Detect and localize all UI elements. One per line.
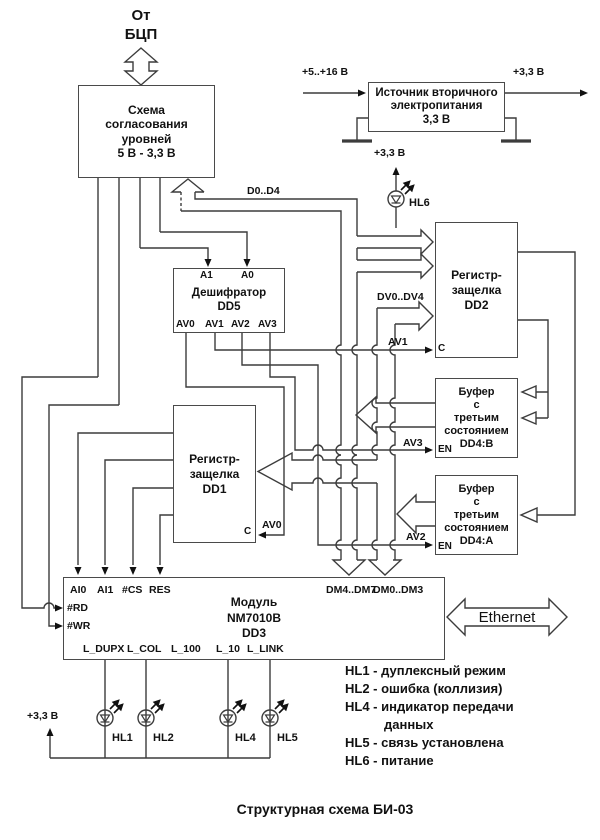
dd5-pin-av2: AV2 [231, 319, 250, 330]
dd3-pin-dm03: DM0..DM3 [373, 584, 424, 596]
hl2-label: HL2 [153, 732, 174, 744]
psu-output-label: +3,3 В [513, 66, 545, 78]
dd3-pin-l100: L_100 [171, 643, 201, 655]
dd3-pin-ai0: AI0 [70, 584, 87, 596]
dd5-pin-a1: A1 [200, 270, 213, 281]
dd1-pin-c: C [244, 526, 252, 537]
legend-hl1: HL1 - дуплексный режим [345, 663, 506, 678]
dd5-pin-av3: AV3 [258, 319, 277, 330]
led-rail-power-label: +3,3 В [27, 710, 59, 722]
dv-bus-label: DV0..DV4 [377, 291, 424, 303]
block-dd1: Регистр- защелка DD1 [173, 405, 256, 543]
dd5-pin-av0: AV0 [176, 319, 195, 330]
diagram-caption: Структурная схема БИ-03 [236, 801, 414, 817]
block-dd4a: Буфер с третьим состоянием DD4:A [435, 475, 518, 555]
hl6-label: HL6 [409, 197, 430, 209]
dd3-pin-dm47: DM4..DM7 [326, 584, 377, 596]
hl6-power-label: +3,3 В [374, 147, 406, 159]
hl1-label: HL1 [112, 732, 133, 744]
dd5-pin-a0: A0 [241, 270, 254, 281]
legend-hl5: HL5 - связь установлена [345, 735, 504, 750]
hl4-label: HL4 [235, 732, 256, 744]
host-label: От БЦП [124, 7, 158, 43]
block-level-shifter: Схема согласования уровней 5 В - 3,3 В [78, 85, 215, 178]
hl5-label: HL5 [277, 732, 298, 744]
legend-hl4: HL4 - индикатор передачи [345, 699, 514, 714]
dd3-pin-res: RES [149, 584, 171, 596]
dd3-pin-l10: L_10 [216, 643, 240, 655]
block-dd5: Дешифратор DD5 [173, 268, 285, 333]
d-bus-label: D0..D4 [247, 185, 280, 197]
dd2-pin-c: C [438, 343, 446, 354]
dd3-pin-llink: L_LINK [247, 643, 284, 655]
psu-input-label: +5..+16 В [302, 66, 349, 78]
hl1-led-icon [97, 701, 123, 727]
legend-hl4-cont: данных [384, 717, 434, 732]
block-dd3: Модуль NM7010B DD3 [63, 577, 445, 660]
block-dd4b: Буфер с третьим состоянием DD4:B [435, 378, 518, 458]
host-bus-arrow [125, 48, 157, 85]
av0-label: AV0 [262, 519, 282, 531]
block-dd2: Регистр- защелка DD2 [435, 222, 518, 358]
dd3-pin-ai1: AI1 [97, 584, 114, 596]
hl5-led-icon [262, 701, 288, 727]
legend-hl6: HL6 - питание [345, 753, 434, 768]
dd3-pin-ldupx: L_DUPX [83, 643, 125, 655]
dd3-pin-lcol: L_COL [127, 643, 162, 655]
dd3-pin-wr: #WR [67, 620, 91, 632]
av3-label: AV3 [403, 437, 423, 449]
ethernet-label: Ethernet [478, 609, 536, 626]
block-psu: Источник вторичного электропитания 3,3 В [368, 82, 505, 132]
legend-hl2: HL2 - ошибка (коллизия) [345, 681, 503, 696]
dd3-pin-cs: #CS [122, 584, 143, 596]
dd3-pin-rd: #RD [67, 602, 89, 614]
hl4-led-icon [220, 701, 246, 727]
dd4b-pin-en: EN [438, 444, 452, 455]
dd5-pin-av1: AV1 [205, 319, 224, 330]
av2-label: AV2 [406, 531, 426, 543]
dd4a-pin-en: EN [438, 541, 452, 552]
hl2-led-icon [138, 701, 164, 727]
av1-label: AV1 [388, 336, 408, 348]
